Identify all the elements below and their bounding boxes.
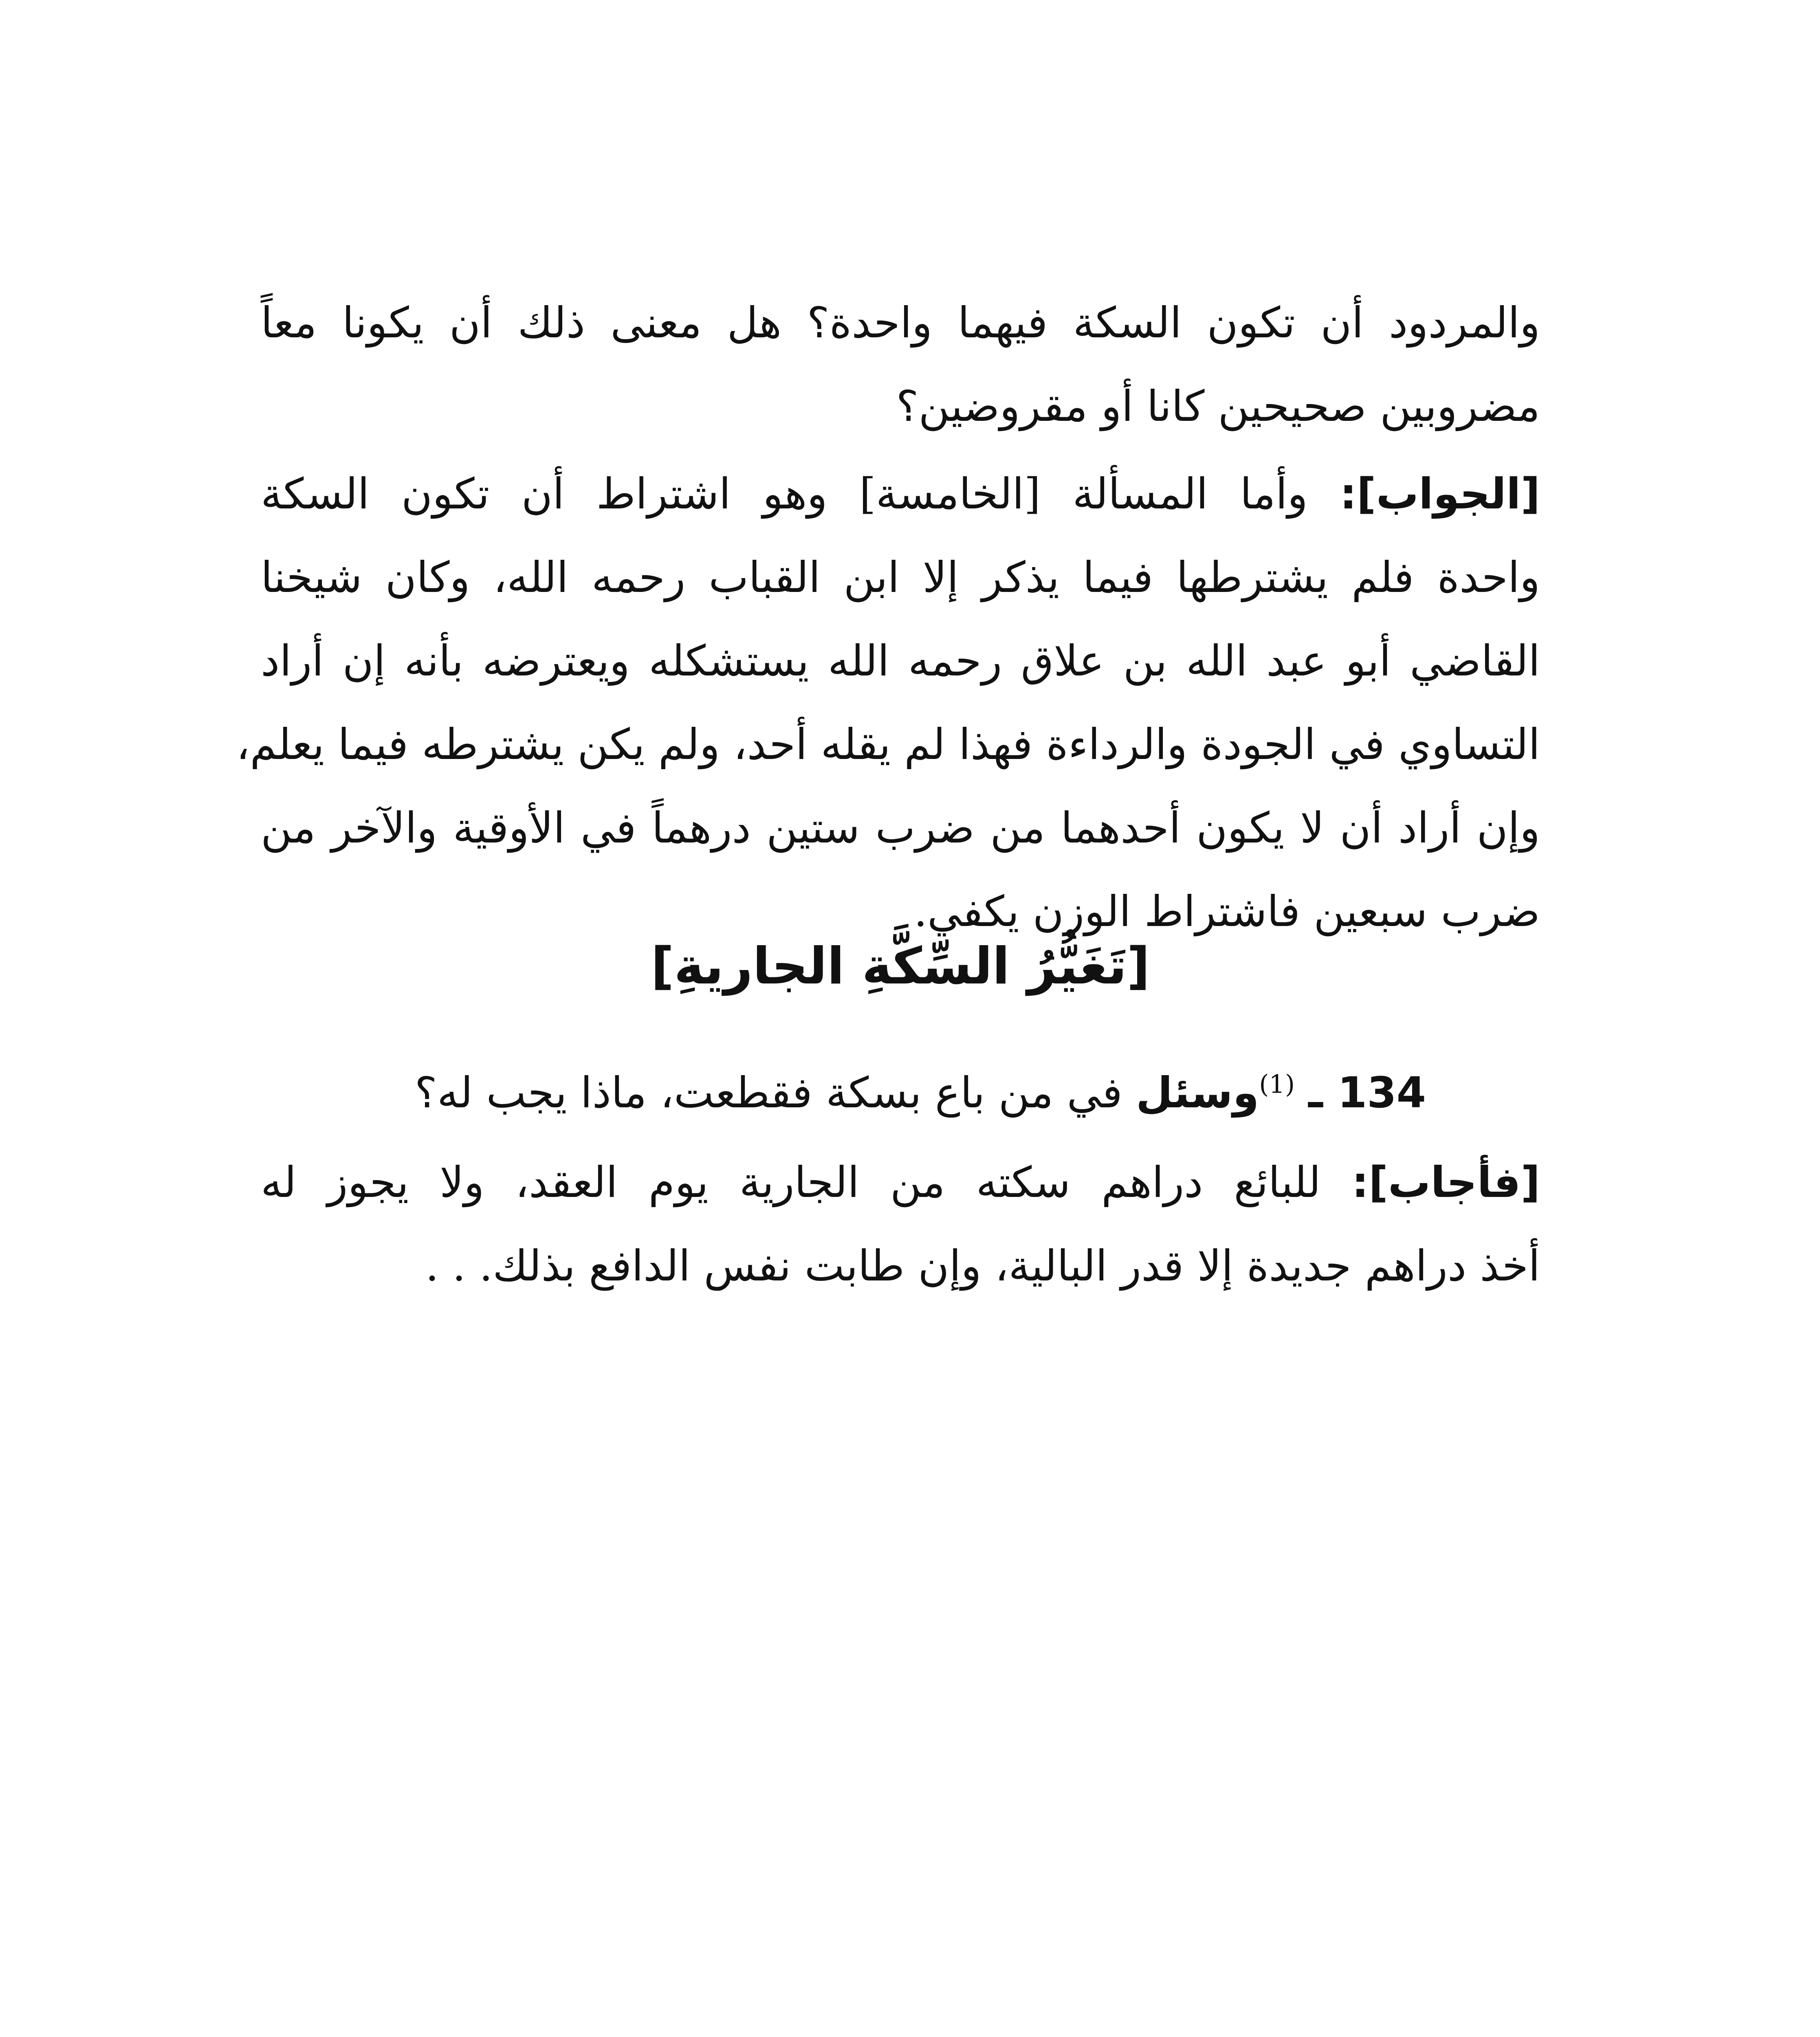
reply-label: [فأجاب]:	[1351, 1157, 1540, 1207]
text-line: القاضي أبو عبد الله بن علاق رحمه الله يستشكله ويعترضه بأنه إن أراد	[261, 636, 1540, 686]
answer-paragraph	[236, 452, 1541, 953]
text-line: وإن أراد أن لا يكون أحدهما من ضرب ستين درهماً في الأوقية والآخر من	[261, 803, 1541, 853]
question-label: وسئل	[1136, 1068, 1259, 1117]
text-line	[261, 1051, 1426, 1135]
text-line: ضرب سبعين فاشتراط الوزن يكفي.	[913, 887, 1540, 936]
answer-label: [الجواب]:	[1340, 469, 1540, 519]
text-line: التساوي في الجودة والرداءة فهذا لم يقله أحد، ولم يكن يشترطه فيما يعلم،	[236, 719, 1540, 769]
text-line: واحدة فلم يشترطها فيما يذكر إلا ابن القباب رحمه الله، وكان شيخنا	[261, 552, 1540, 602]
text-line: مضروبين صحيحين كانا أو مقروضين؟	[896, 381, 1540, 431]
paragraph-continuation	[261, 281, 1540, 448]
text-line	[261, 452, 1540, 536]
section-heading: [تَغَيُّرُ السِّكَّةِ الجاريةِ]	[651, 937, 1150, 996]
question-paragraph	[261, 1051, 1540, 1135]
text-line: أخذ دراهم جديدة إلا قدر البالية، وإن طابت نفس الدافع بذلك. . .	[425, 1241, 1540, 1291]
reply-paragraph	[261, 1141, 1540, 1308]
text-line: والمردود أن تكون السكة فيهما واحدة؟ هل معنى ذلك أن يكونا معاً	[261, 298, 1540, 348]
footnote-reference: (1)	[1259, 1069, 1295, 1099]
text-segment: للبائع دراهم سكته من الجارية يوم العقد، ولا يجوز له	[261, 1157, 1321, 1207]
text-line	[261, 1141, 1540, 1224]
text-segment: في من باع بسكة فقطعت، ماذا يجب له؟	[414, 1068, 1122, 1117]
text-segment: وأما المسألة [الخامسة] وهو اشتراط أن تكون السكة	[261, 469, 1308, 519]
question-number: 134 ـ	[1308, 1068, 1426, 1117]
